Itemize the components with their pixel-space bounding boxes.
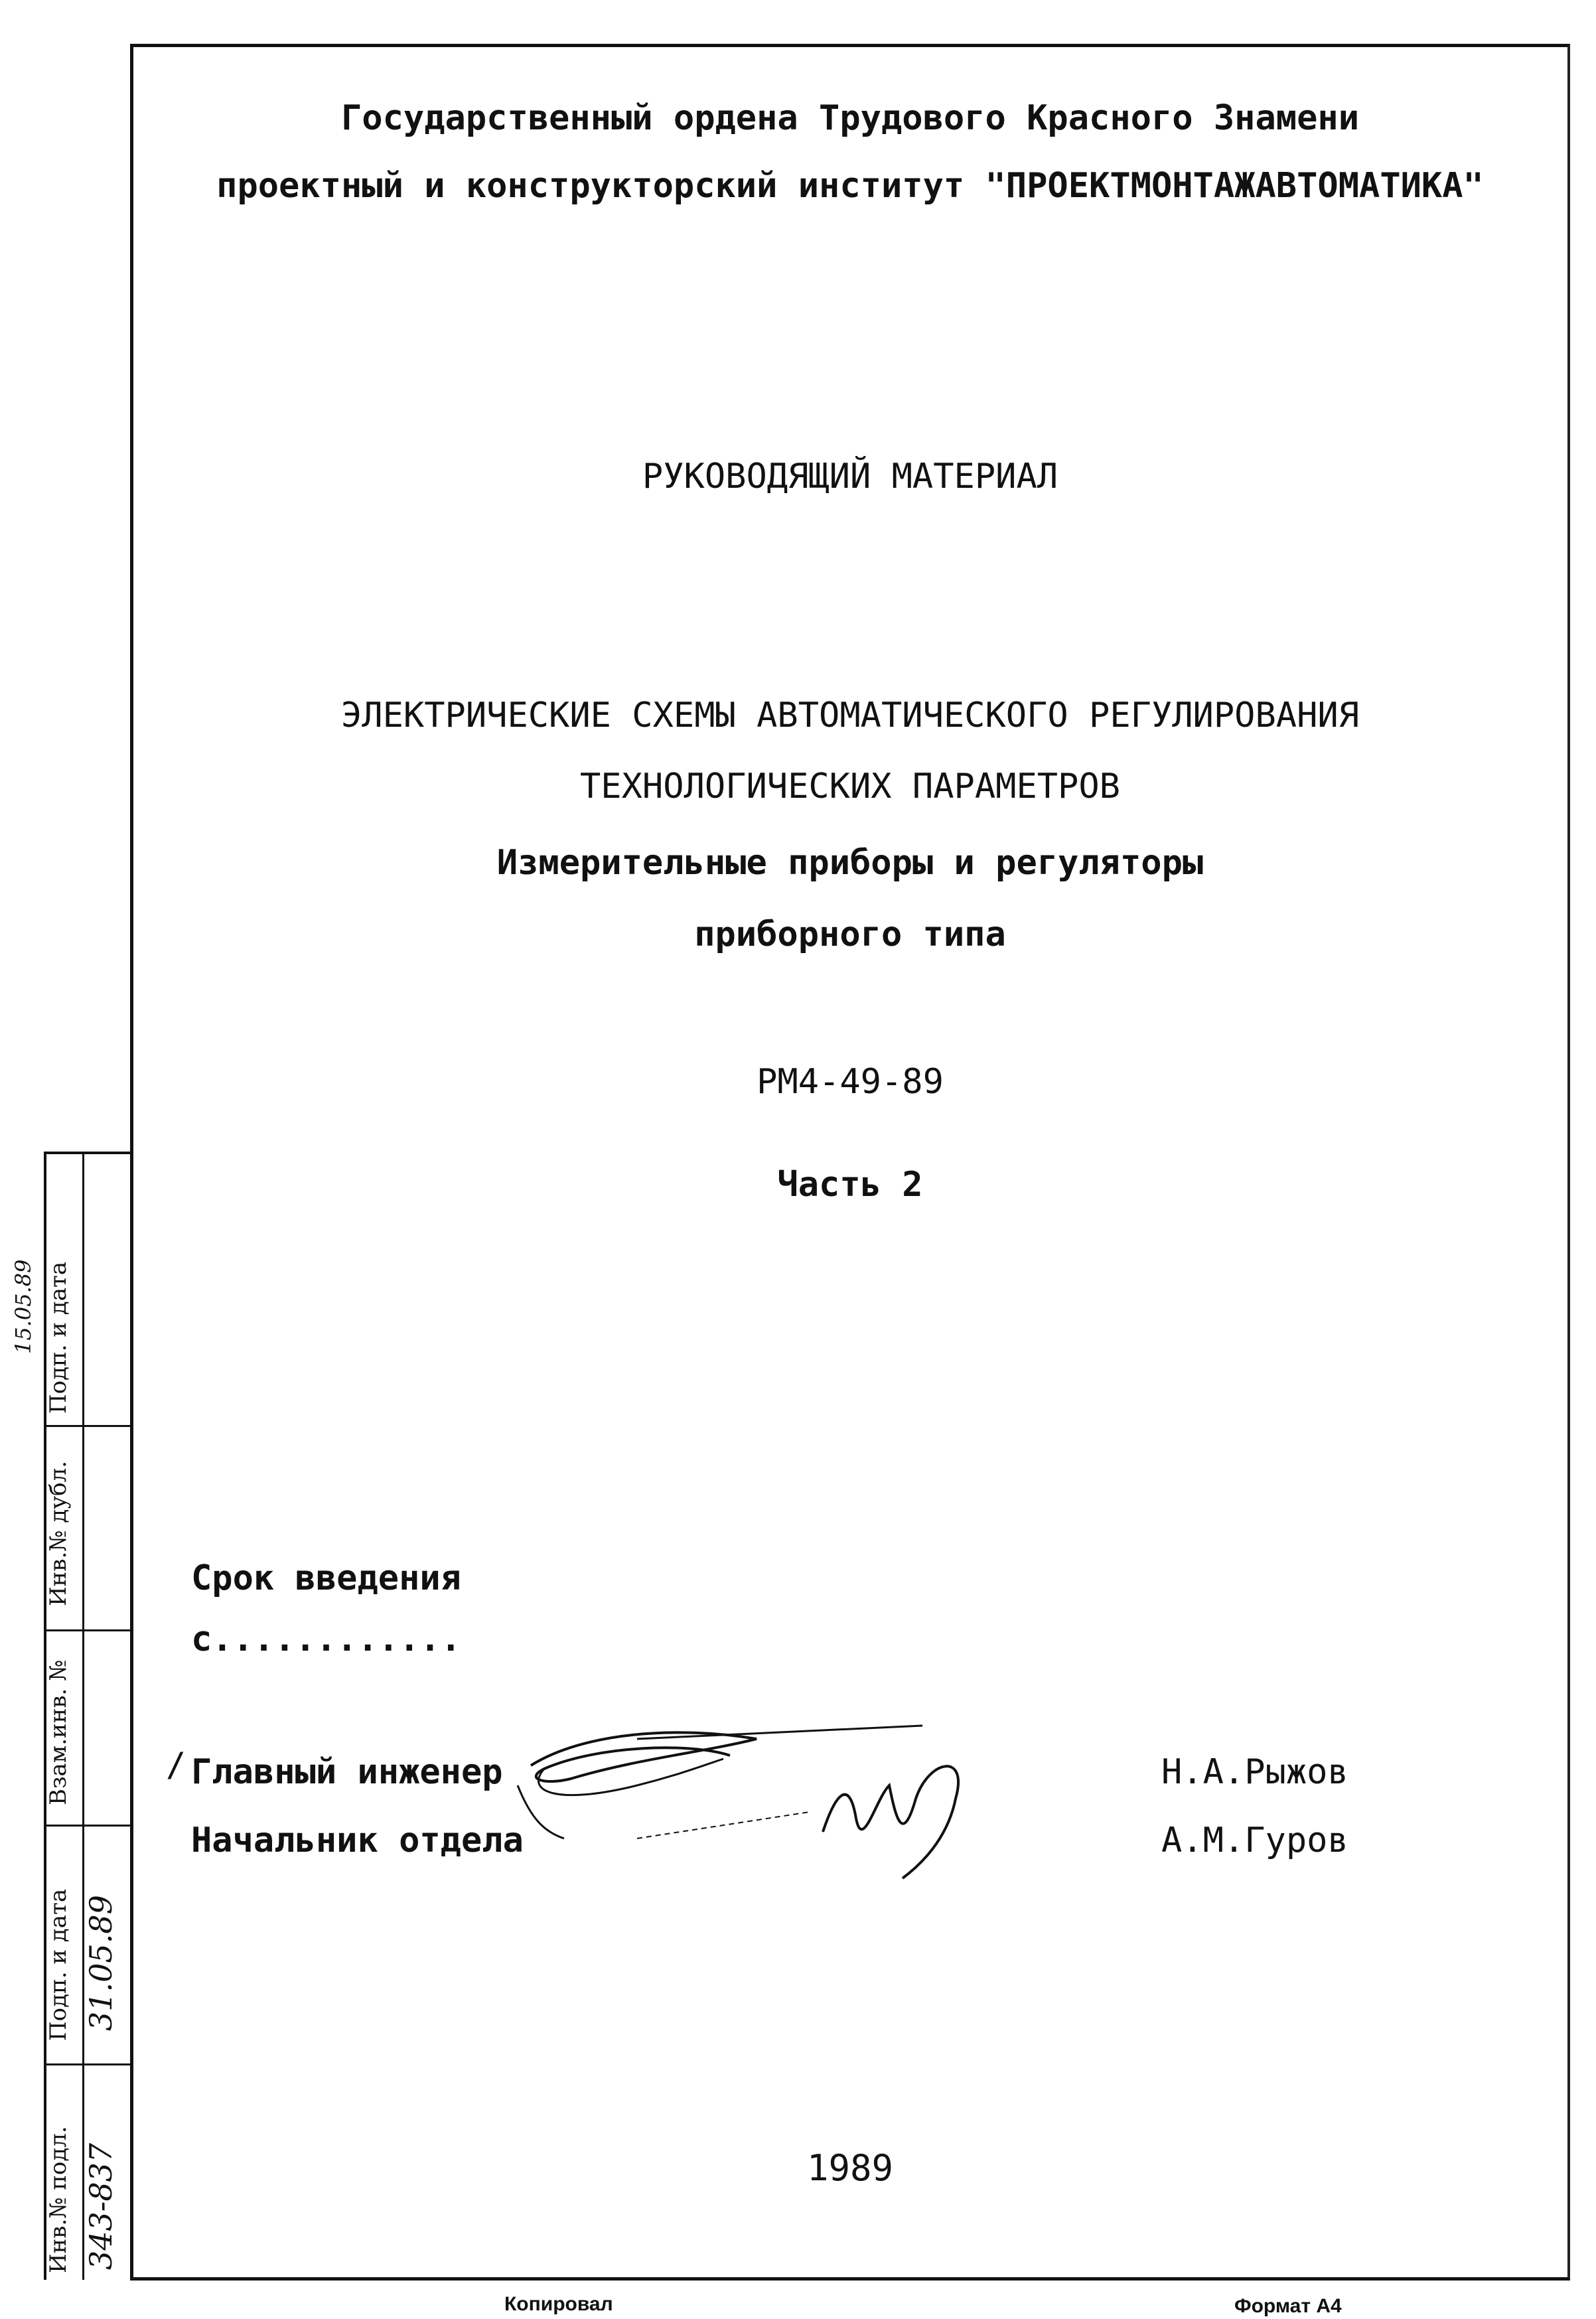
signature-name-department-head: А.М.Гуров <box>1161 1821 1348 1860</box>
handwritten-inv-number: 343-837 <box>83 2142 119 2270</box>
signature-role-department-head: Начальник отдела <box>191 1821 524 1860</box>
footer-copied: Копировал <box>504 2293 613 2315</box>
document-title-line-1: ЭЛЕКТРИЧЕСКИЕ СХЕМЫ АВТОМАТИЧЕСКОГО РЕГУЛИРОВАНИЯ <box>340 696 1360 735</box>
handwritten-top-date: 15.05.89 <box>11 1259 36 1354</box>
handwritten-sign-date: 31.05.89 <box>83 1895 119 2031</box>
page-frame <box>130 44 1570 2281</box>
institute-line-2: проектный и конструкторский институт "ПРОЕКТМОНТАЖАВТОМАТИКА" <box>216 166 1484 206</box>
check-mark: / <box>166 1746 186 1784</box>
introduction-value: с............ <box>191 1619 461 1659</box>
signature-name-chief-engineer: Н.А.Рыжов <box>1161 1752 1348 1792</box>
stamp-row-divider <box>46 1425 133 1427</box>
stamp-label-sign-date: Подп. и дата <box>45 1888 72 2041</box>
stamp-strip-divider <box>82 1154 84 2280</box>
institute-line-1: Государственный ордена Трудового Красного Знамени <box>340 98 1360 138</box>
stamp-row-divider <box>46 2063 133 2065</box>
document-part: Часть 2 <box>777 1165 923 1205</box>
stamp-row-divider <box>46 1629 133 1631</box>
document-subtitle-line-1: Измерительные приборы и регуляторы <box>496 843 1204 883</box>
document-subtitle-line-2: приборного типа <box>694 915 1006 954</box>
stamp-row-divider <box>46 1825 133 1827</box>
document-kind: РУКОВОДЯЩИЙ МАТЕРИАЛ <box>642 457 1058 496</box>
document-title-line-2: ТЕХНОЛОГИЧЕСКИХ ПАРАМЕТРОВ <box>580 767 1120 806</box>
document-code: РМ4-49-89 <box>757 1062 944 1102</box>
signature-role-chief-engineer: Главный инженер <box>191 1752 503 1792</box>
introduction-label: Срок введения <box>191 1558 461 1598</box>
document-year: 1989 <box>806 2147 894 2189</box>
stamp-label-inv-duplicate: Инв.№ дубл. <box>45 1460 72 1606</box>
footer-format: Формат А4 <box>1234 2295 1342 2317</box>
stamp-label-replace-inv: Взам.инв. № <box>45 1659 72 1805</box>
stamp-label-inv-original: Инв.№ подл. <box>45 2126 72 2273</box>
stamp-label-sign-date-top: Подп. и дата <box>45 1261 72 1414</box>
handwritten-signatures <box>504 1719 1022 1892</box>
